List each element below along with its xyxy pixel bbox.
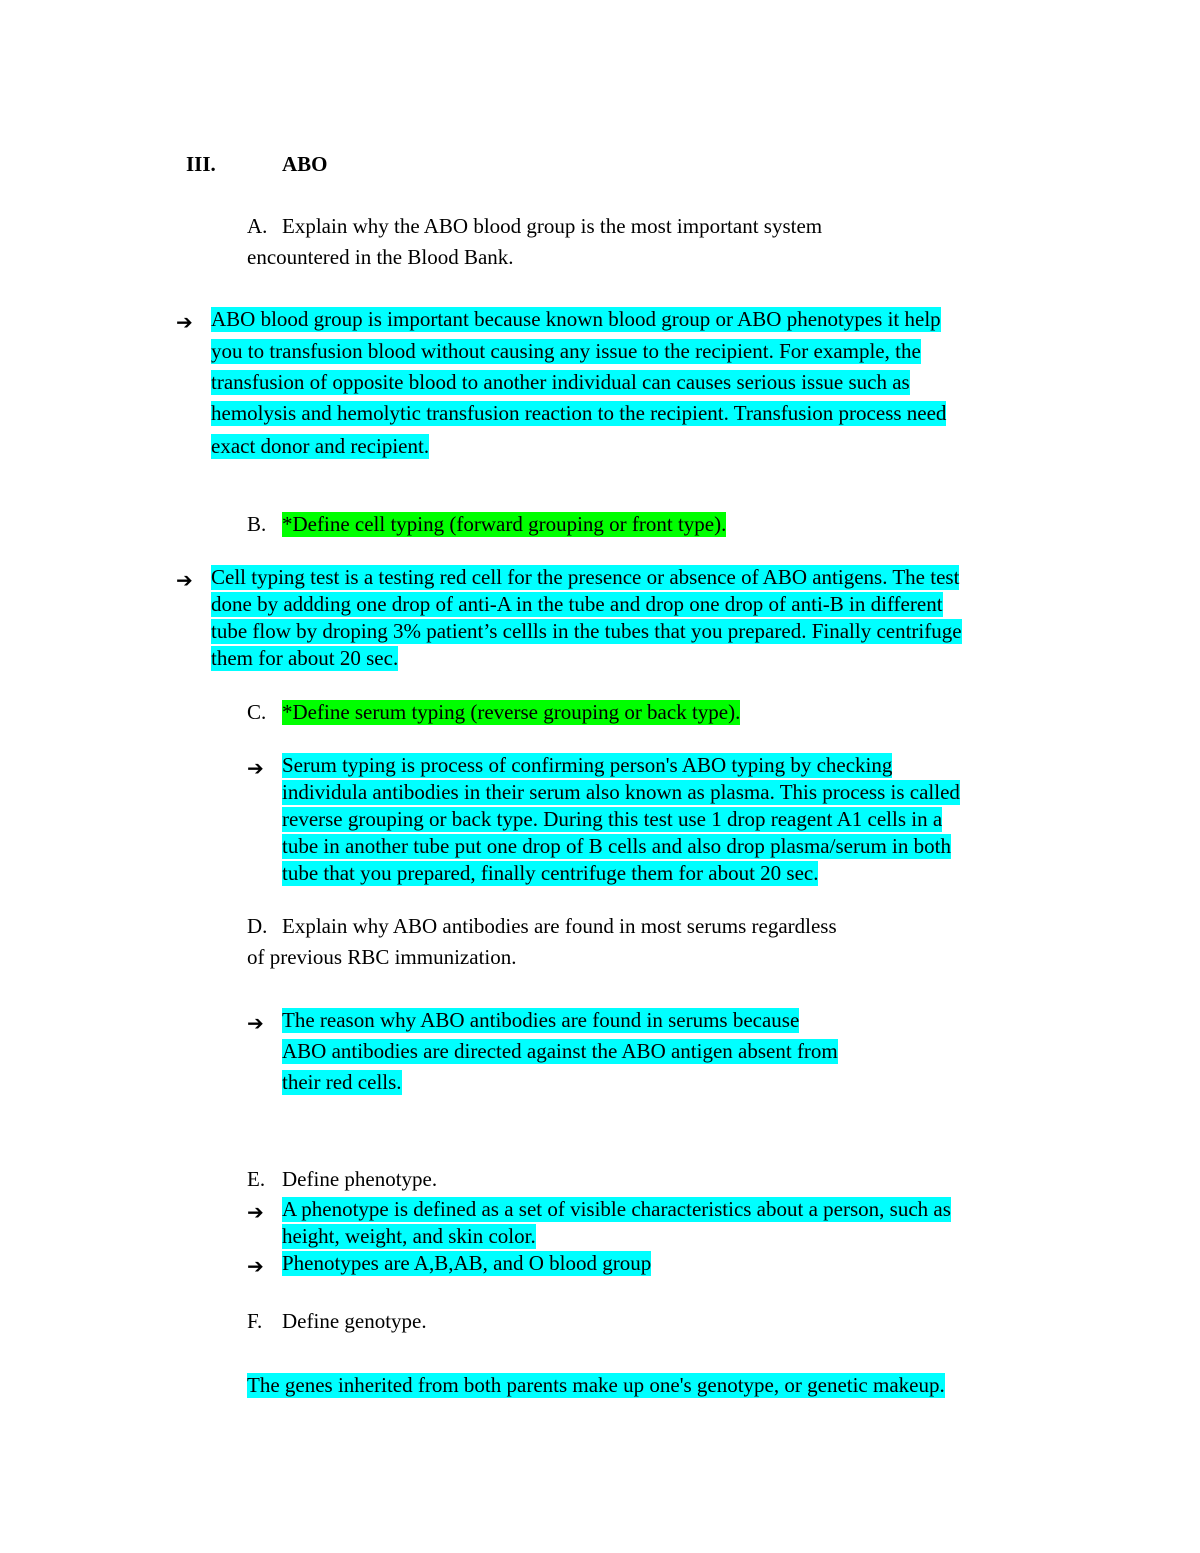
- item-e-answer-line: height, weight, and skin color.: [282, 1224, 536, 1248]
- item-c-answer-line: tube in another tube put one drop of B cells and also drop plasma/serum in both: [282, 834, 951, 858]
- arrow-icon: ➔: [247, 1011, 264, 1035]
- item-d-question-line2: of previous RBC immunization.: [247, 945, 517, 969]
- item-a-answer-line: hemolysis and hemolytic transfusion reaction to the recipient. Transfusion process need: [211, 401, 947, 425]
- item-c-answer-line: Serum typing is process of confirming person's ABO typing by checking: [282, 753, 893, 777]
- item-b-letter: B.: [247, 512, 267, 536]
- item-e-question: Define phenotype.: [282, 1167, 438, 1191]
- item-b-answer-line: Cell typing test is a testing red cell for the presence or absence of ABO antigens. The test: [211, 565, 960, 589]
- item-a-answer-line: transfusion of opposite blood to another individual can causes serious issue such as: [211, 370, 910, 394]
- item-a-question-line1: Explain why the ABO blood group is the most important system: [282, 214, 823, 238]
- item-f-answer: The genes inherited from both parents make up one's genotype, or genetic makeup.: [247, 1373, 945, 1397]
- item-c-answer-line: tube that you prepared, finally centrifuge them for about 20 sec.: [282, 861, 819, 885]
- arrow-icon: ➔: [176, 310, 193, 334]
- item-f-letter: F.: [247, 1309, 263, 1333]
- item-d-letter: D.: [247, 914, 268, 938]
- item-a-answer-line: ABO blood group is important because known blood group or ABO phenotypes it help: [211, 307, 941, 331]
- item-d-answer-line: their red cells.: [282, 1070, 402, 1094]
- item-a-question-line2: encountered in the Blood Bank.: [247, 245, 514, 269]
- item-e-letter: E.: [247, 1167, 266, 1191]
- item-c-letter: C.: [247, 700, 267, 724]
- item-f-question: Define genotype.: [282, 1309, 427, 1333]
- item-c-answer-line: individula antibodies in their serum also known as plasma. This process is called: [282, 780, 960, 804]
- arrow-icon: ➔: [176, 568, 193, 592]
- item-e-answer-line: A phenotype is defined as a set of visible characteristics about a person, such as: [282, 1197, 951, 1221]
- item-b-question: *Define cell typing (forward grouping or front type).: [282, 512, 727, 536]
- arrow-icon: ➔: [247, 1254, 264, 1278]
- item-b-answer-line: tube flow by droping 3% patient’s cellls in the tubes that you prepared. Finally centrifuge: [211, 619, 962, 643]
- item-e-answer2: Phenotypes are A,B,AB, and O blood group: [282, 1251, 652, 1275]
- section-title: ABO: [282, 152, 328, 176]
- item-b-answer-line: done by addding one drop of anti-A in the tube and drop one drop of anti-B in different: [211, 592, 943, 616]
- item-b-answer-line: them for about 20 sec.: [211, 646, 399, 670]
- item-c-answer-line: reverse grouping or back type. During this test use 1 drop reagent A1 cells in a: [282, 807, 943, 831]
- item-d-question-line1: Explain why ABO antibodies are found in most serums regardless: [282, 914, 837, 938]
- item-d-answer-line: ABO antibodies are directed against the ABO antigen absent from: [282, 1039, 838, 1063]
- arrow-icon: ➔: [247, 756, 264, 780]
- arrow-icon: ➔: [247, 1200, 264, 1224]
- item-a-answer-line: exact donor and recipient.: [211, 434, 430, 458]
- item-a-letter: A.: [247, 214, 268, 238]
- item-d-answer-line: The reason why ABO antibodies are found in serums because: [282, 1008, 800, 1032]
- section-number: III.: [186, 152, 216, 176]
- item-a-answer-line: you to transfusion blood without causing any issue to the recipient. For example, the: [211, 339, 921, 363]
- item-c-question: *Define serum typing (reverse grouping or back type).: [282, 700, 741, 724]
